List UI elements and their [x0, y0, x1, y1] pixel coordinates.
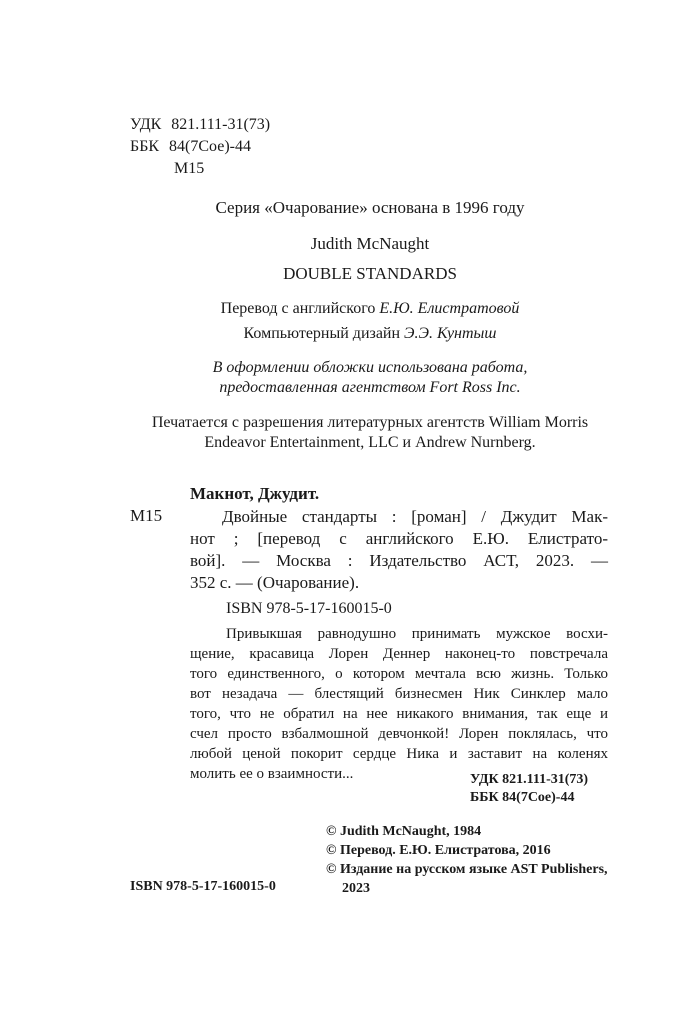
- annotation-line: того единственного, о котором мечтала всю жизнь. Только: [190, 666, 608, 682]
- catalog-isbn: ISBN 978-5-17-160015-0: [226, 600, 392, 617]
- design-label: Компьютерный дизайн: [243, 325, 401, 342]
- annotation-line: молить ее о взаимности...: [190, 766, 354, 782]
- annotation-line: Привыкшая равнодушно принимать мужское восхи-: [226, 626, 608, 642]
- translator-name: Е.Ю. Елистратовой: [379, 300, 520, 317]
- author-mark: М15: [174, 160, 205, 177]
- original-title: DOUBLE STANDARDS: [283, 264, 457, 283]
- designer-name: Э.Э. Кунтыш: [404, 325, 497, 342]
- copyright-line: © Judith McNaught, 1984: [326, 824, 482, 839]
- udk-value: 821.111-31(73): [171, 116, 271, 133]
- annotation-line: того, что не обратил на нее никакого внимания, так еще и: [190, 706, 608, 722]
- permission-line-1: Печатается с разрешения литературных агентств William Morris: [151, 414, 589, 431]
- bbk-label: ББК: [130, 138, 160, 155]
- copyright-line: © Издание на русском языке AST Publishers,: [326, 862, 608, 877]
- catalog-mark: М15: [130, 506, 163, 525]
- catalog-line: вой]. — Москва : Издательство АСТ, 2023. —: [190, 551, 608, 570]
- catalog-description: [190, 506, 608, 594]
- annotation-line: любой ценой покорит сердце Ника и заставит на коленях: [190, 746, 608, 762]
- catalog-line: нот ; [перевод с английского Е.Ю. Елистрато-: [190, 529, 608, 548]
- copyright-block: [326, 822, 608, 898]
- udk-label: УДК: [130, 116, 162, 133]
- translation-label: Перевод с английского: [220, 300, 376, 317]
- annotation-line: вот незадача — блестящий бизнесмен Ник Синклер мало: [190, 686, 608, 702]
- annotation-line: счел просто взбалмошной девчонкой! Лорен поклялась, что: [190, 726, 608, 742]
- copyright-line: 2023: [342, 881, 370, 896]
- bbk-value: 84(7Сое)-44: [169, 138, 251, 155]
- isbn-bottom: ISBN 978-5-17-160015-0: [130, 879, 276, 894]
- udk-block: [130, 114, 270, 180]
- annotation-line: щение, красавица Лорен Деннер наконец-то повстречала: [190, 646, 608, 662]
- catalog-heading: Макнот, Джудит.: [190, 484, 320, 503]
- annotation: [190, 624, 608, 784]
- translation-credit: [130, 300, 610, 318]
- series-line: Серия «Очарование» основана в 1996 году: [215, 198, 525, 217]
- cover-credit-line-1: В оформлении обложки использована работа,: [212, 359, 528, 376]
- design-credit: [130, 325, 610, 343]
- catalog-line: 352 с. — (Очарование).: [190, 573, 360, 592]
- copyright-line: © Перевод. Е.Ю. Елистратова, 2016: [326, 843, 551, 858]
- catalog-line: Двойные стандарты : [роман] / Джудит Мак-: [222, 507, 608, 526]
- bottom-udk: УДК 821.111-31(73): [470, 772, 589, 787]
- permission-line-2: Endeavor Entertainment, LLC и Andrew Nurnberg.: [204, 434, 536, 451]
- bottom-bbk: ББК 84(7Сое)-44: [470, 790, 575, 805]
- cover-credit-line-2: предоставленная агентством Fort Ross Inc.: [219, 379, 521, 396]
- original-author: Judith McNaught: [310, 234, 430, 253]
